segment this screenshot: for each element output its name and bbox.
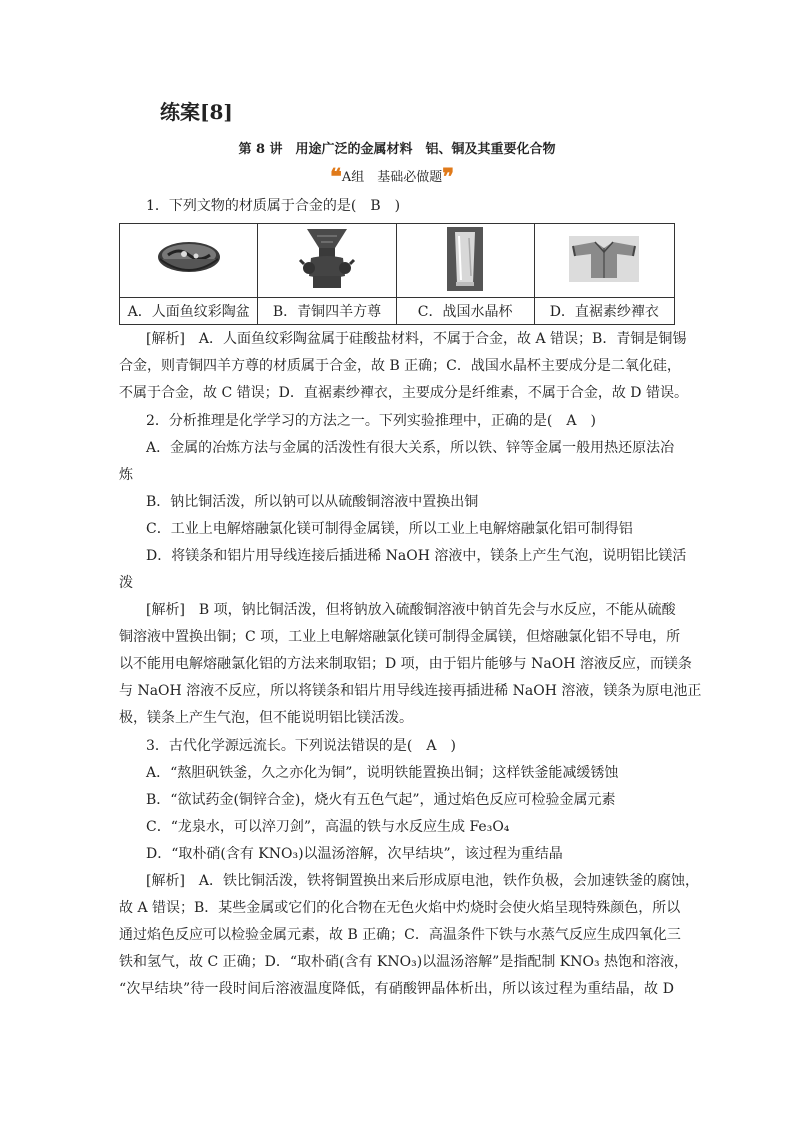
q1-option-b: B．青铜四羊方尊 — [258, 298, 396, 325]
q3-analysis-line: 铁和氢气，故 C 正确；D．“取朴硝(含有 KNO₃)以温汤溶解”是指配制 KNO₃ 热饱和溶液， — [119, 954, 689, 970]
q3-analysis-line: [解析] A．铁比铜活泼，铁将铜置换出来后形成原电池，铁作负极，会加速铁釜的腐蚀， — [146, 873, 700, 889]
q2-option-b: B．钠比铜活泼，所以钠可以从硫酸铜溶液中置换出铜 — [146, 494, 479, 510]
open-quote-icon: ❝ — [330, 164, 342, 190]
q3-analysis-line: 故 A 错误；B．某些金属或它们的化合物在无色火焰中灼烧时会使火焰呈现特殊颜色，所以 — [119, 900, 681, 916]
close-quote-icon: ❞ — [442, 164, 455, 190]
group-label — [330, 164, 455, 190]
q2-option-a-cont: 炼 — [119, 467, 133, 483]
q2-analysis-line: 铜溶液中置换出铜；C 项，工业上电解熔融氯化镁可制得金属镁，但熔融氯化铝不导电，所 — [119, 629, 681, 645]
q1-option-c: C．战国水晶杯 — [396, 298, 534, 325]
q1-analysis-line: 合金，则青铜四羊方尊的材质属于合金，故 B 正确；C．战国水晶杯主要成分是二氧化硅， — [119, 358, 681, 374]
q2-option-a: A．金属的冶炼方法与金属的活泼性有很大关系，所以铁、锌等金属一般用热还原法冶 — [146, 440, 675, 456]
q2-analysis-line: [解析] B 项，钠比铜活泼，但将钠放入硫酸铜溶液中钠首先会与水反应，不能从硫酸 — [146, 602, 676, 618]
q1-image-d — [534, 224, 674, 298]
q2-analysis-line: 与 NaOH 溶液不反应，所以将镁条和铝片用导线连接再插进稀 NaOH 溶液，镁条为原电池正 — [119, 683, 702, 699]
q2-analysis-line: 以不能用电解熔融氯化铝的方法来制取铝；D 项，由于铝片能够与 NaOH 溶液反应，而镁条 — [119, 656, 692, 672]
q2-option-c: C．工业上电解熔融氯化镁可制得金属镁，所以工业上电解熔融氯化铝可制得铝 — [146, 521, 633, 537]
q1-image-a — [120, 224, 258, 298]
q3-analysis-line: 通过焰色反应可以检验金属元素，故 B 正确；C．高温条件下铁与水蒸气反应生成四氧化三 — [119, 927, 681, 943]
q1-options-table — [119, 223, 675, 325]
q1-option-d: D．直裾素纱襌衣 — [534, 298, 674, 325]
pottery-basin-icon — [154, 237, 224, 281]
q1-stem: 1．下列文物的材质属于合金的是( B ) — [146, 198, 401, 214]
crystal-cup-icon — [445, 226, 485, 292]
q3-stem: 3．古代化学源远流长。下列说法错误的是( A ) — [146, 738, 456, 754]
q1-image-b — [258, 224, 396, 298]
q1-analysis-line: 不属于合金，故 C 错误；D．直裾素纱襌衣，主要成分是纤维素，不属于合金，故 D 错误。 — [119, 385, 688, 401]
q3-option-c: C．“龙泉水，可以淬刀剑”，高温的铁与水反应生成 Fe₃O₄ — [146, 819, 510, 835]
q2-option-d-cont: 泼 — [119, 575, 133, 591]
q1-option-a: A．人面鱼纹彩陶盆 — [120, 298, 258, 325]
group-label-text: A组 基础必做题 — [341, 170, 443, 185]
q3-option-d: D．“取朴硝(含有 KNO₃)以温汤溶解，次早结块”，该过程为重结晶 — [146, 846, 563, 862]
silk-robe-icon — [569, 236, 639, 282]
q1-image-c — [396, 224, 534, 298]
bronze-zun-icon — [297, 226, 357, 292]
q3-analysis-line: “次早结块”待一段时间后溶液温度降低，有硝酸钾晶体析出，所以该过程为重结晶，故 D — [119, 981, 674, 997]
q1-analysis-line: [解析] A．人面鱼纹彩陶盆属于硅酸盐材料，不属于合金，故 A 错误；B．青铜是铜锡 — [146, 331, 687, 347]
q3-option-b: B．“欲试药金(铜锌合金)，烧火有五色气起”，通过焰色反应可检验金属元素 — [146, 792, 616, 808]
chapter-title: 第 8 讲 用途广泛的金属材料 铝、铜及其重要化合物 — [238, 142, 556, 157]
q2-analysis-line: 极，镁条上产生气泡，但不能说明铝比镁活泼。 — [119, 710, 413, 726]
q2-option-d: D．将镁条和铝片用导线连接后插进稀 NaOH 溶液中，镁条上产生气泡，说明铝比镁活 — [146, 548, 687, 564]
q3-option-a: A．“熬胆矾铁釜，久之亦化为铜”，说明铁能置换出铜；这样铁釜能减缓锈蚀 — [146, 765, 619, 781]
lesson-title: 练案[8] — [160, 100, 233, 124]
q2-stem: 2．分析推理是化学学习的方法之一。下列实验推理中，正确的是( A ) — [146, 413, 596, 429]
